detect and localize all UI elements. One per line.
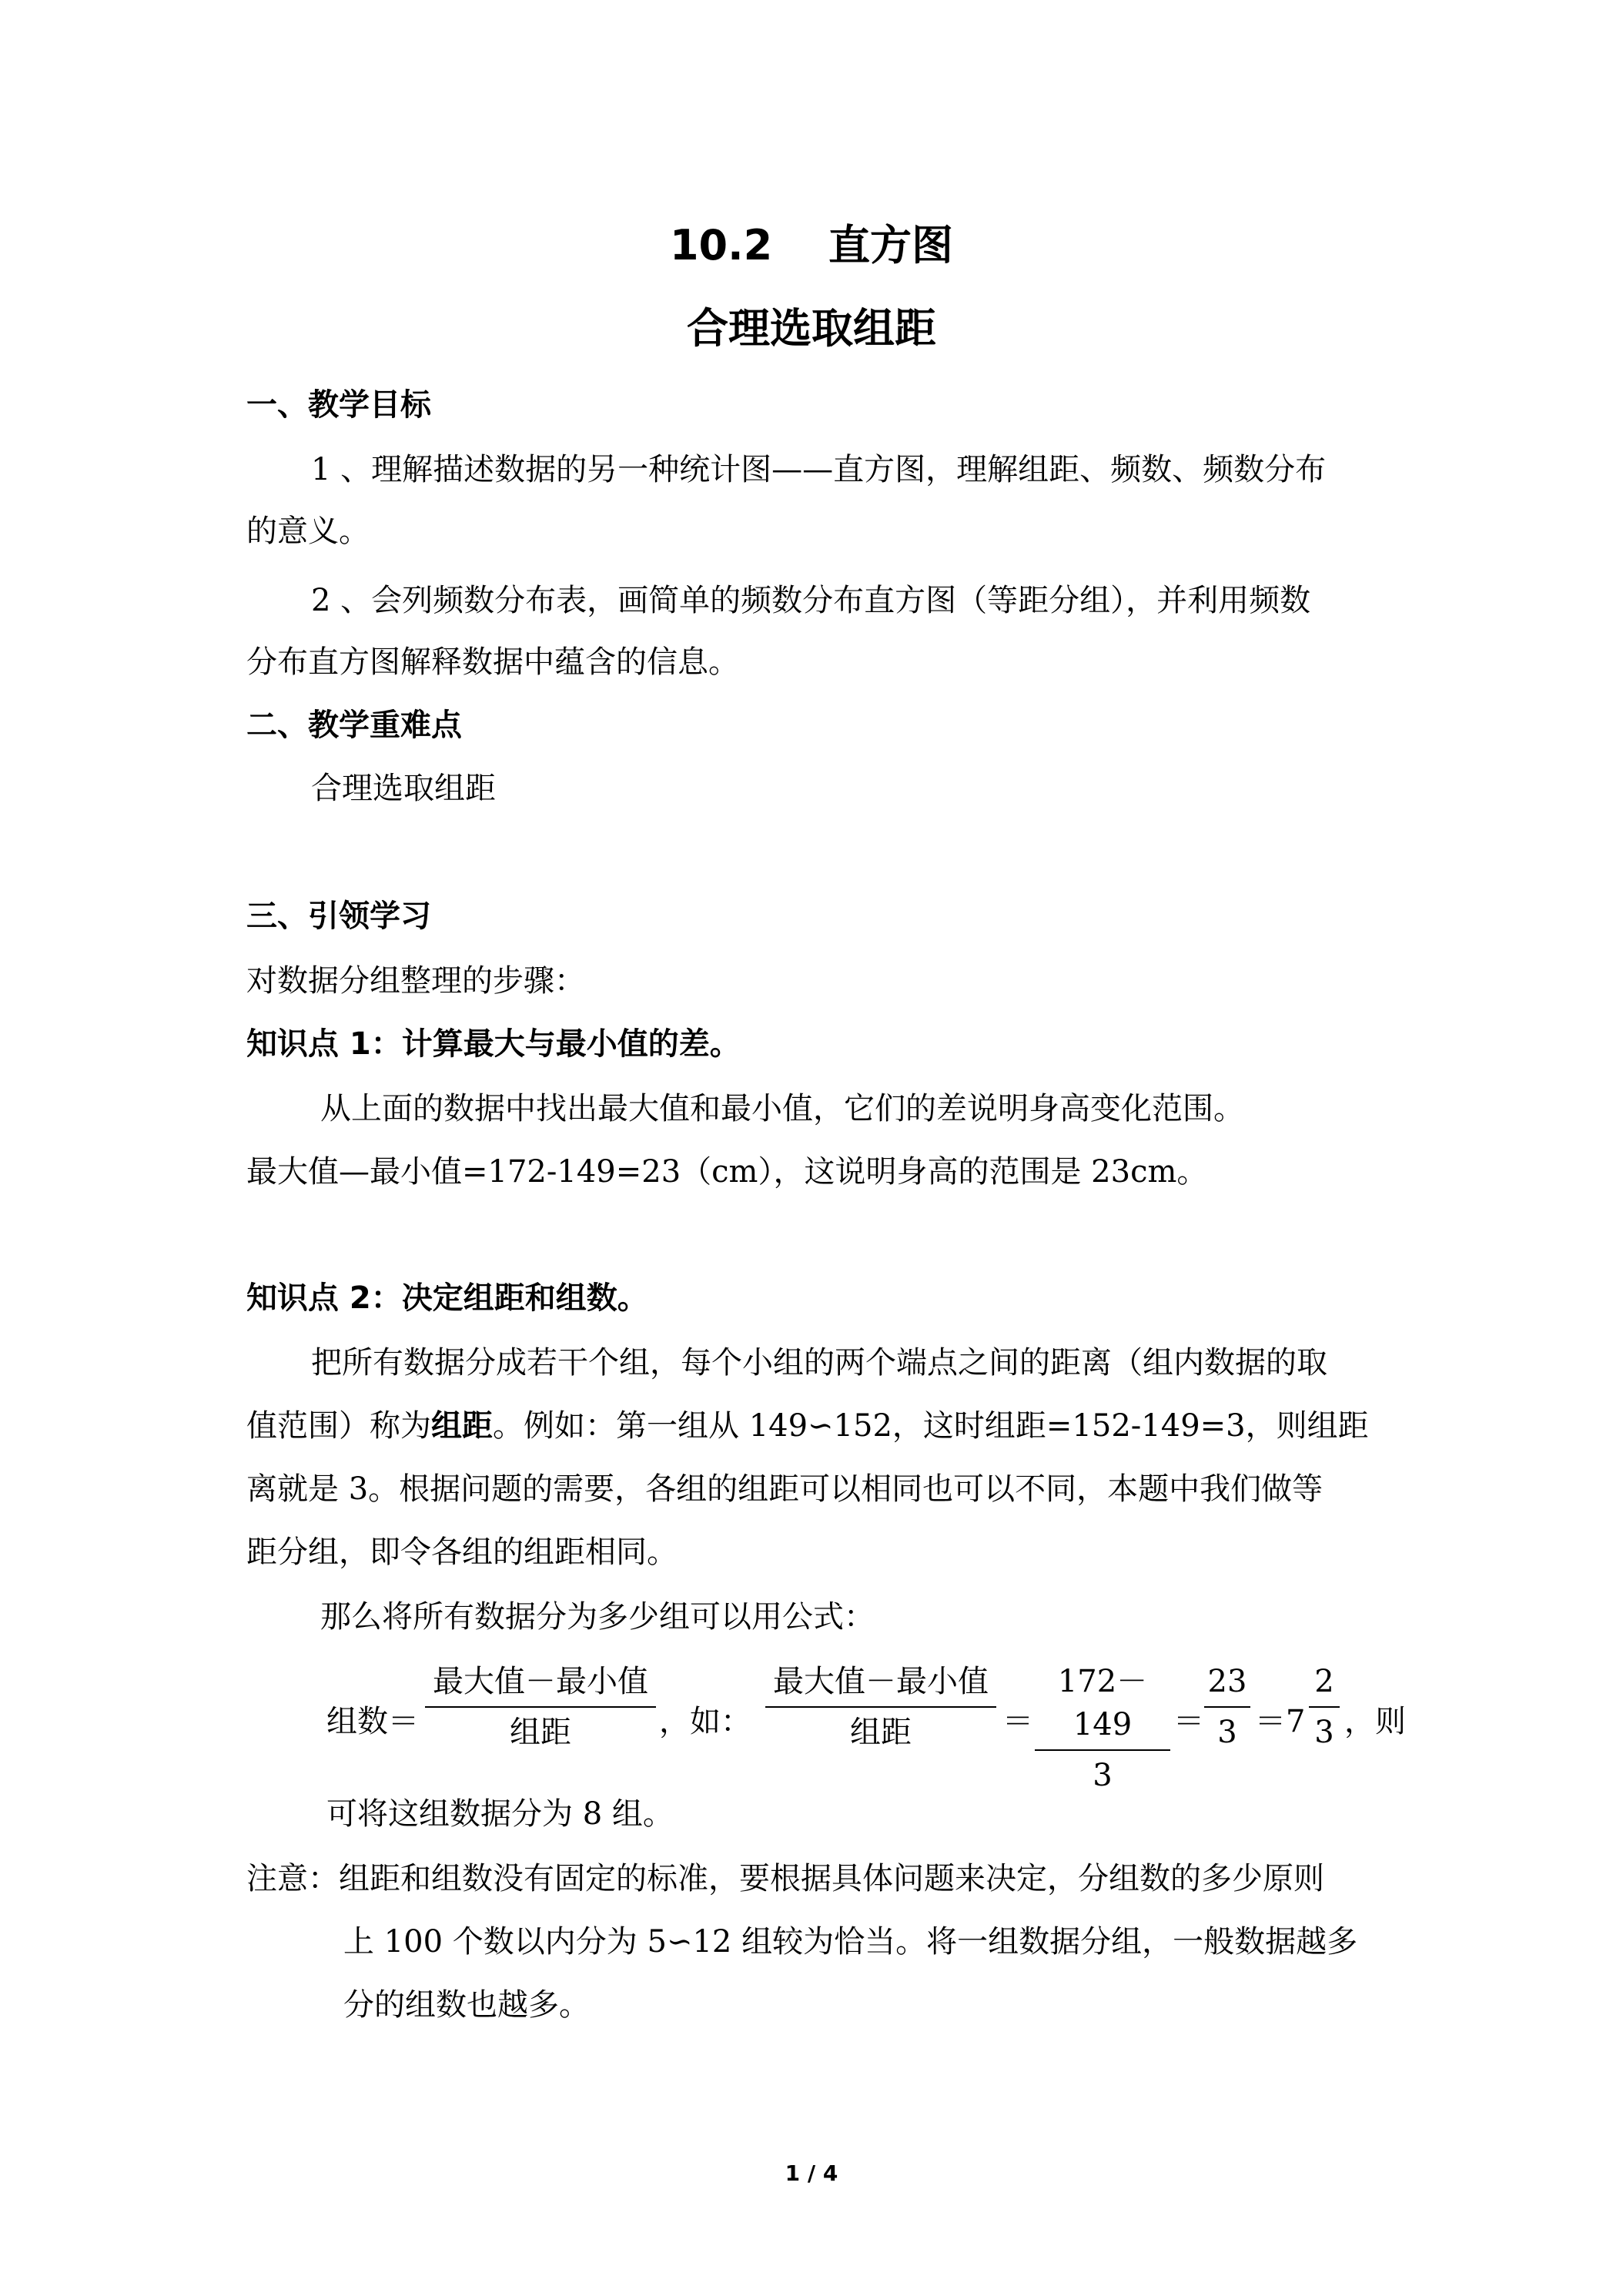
- goal-2-line-2: 分布直方图解释数据中蕴含的信息。: [246, 644, 739, 680]
- knowledge-point-2-line-5: 那么将所有数据分为多少组可以用公式：: [320, 1599, 875, 1635]
- fraction-2-over-3: [1309, 1660, 1340, 1754]
- knowledge-point-2-line-6: 可将这组数据分为 8 组。: [326, 1796, 674, 1832]
- section-heading-goals: 一、教学目标: [246, 387, 431, 423]
- fraction-difference-over-3: [1035, 1660, 1170, 1797]
- fraction-range-over-width: [425, 1660, 656, 1754]
- formula-lhs: 组数＝: [326, 1704, 419, 1739]
- note-line-3: 分的组数也越多。: [343, 1987, 590, 2023]
- equals-sign: ＝: [1002, 1704, 1033, 1739]
- section-heading-learning: 三、引领学习: [246, 899, 431, 934]
- knowledge-point-2-line-4: 距分组，即令各组的组距相同。: [246, 1535, 678, 1570]
- knowledge-point-2-line-1: 把所有数据分成若干个组，每个小组的两个端点之间的距离（组内数据的取: [311, 1345, 1327, 1381]
- fraction-bar: [1309, 1706, 1340, 1708]
- note-line-1: 注意：组距和组数没有固定的标准，要根据具体问题来决定，分组数的多少原则: [246, 1861, 1324, 1896]
- fraction-bar: [765, 1706, 996, 1708]
- fraction-23-over-3: [1204, 1660, 1250, 1754]
- formula-tail: ，则: [1344, 1704, 1406, 1739]
- fraction-bar: [1035, 1749, 1170, 1751]
- fraction-numerator: 最大值－最小值: [433, 1664, 648, 1699]
- fraction-numerator: 最大值－最小值: [773, 1664, 989, 1699]
- goal-1-line-2: 的意义。: [246, 514, 370, 549]
- knowledge-point-1-line-2: 最大值—最小值=172-149=23（cm），这说明身高的范围是 23cm。: [246, 1154, 1208, 1190]
- keypoint-text: 合理选取组距: [311, 771, 496, 806]
- goal-2-line-1: 2 、会列频数分布表，画简单的频数分布直方图（等距分组），并利用频数: [311, 583, 1311, 618]
- knowledge-point-1-line-1: 从上面的数据中找出最大值和最小值，它们的差说明身高变化范围。: [320, 1091, 1244, 1126]
- text-run: 值范围）称为: [246, 1408, 431, 1444]
- page-number: 1 / 4: [785, 2160, 838, 2186]
- fraction-numerator: 172－149: [1057, 1664, 1148, 1742]
- knowledge-point-2-line-2: [246, 1401, 1369, 1445]
- fraction-numerator: 23: [1207, 1664, 1247, 1699]
- term-group-width: 组距: [431, 1408, 493, 1444]
- fraction-bar: [425, 1706, 656, 1708]
- fraction-denominator: 组距: [850, 1715, 912, 1750]
- text-run: 。例如：第一组从 149∽152，这时组距=152-149=3，则组距: [493, 1408, 1369, 1444]
- knowledge-point-2-heading: 知识点 2：决定组距和组数。: [246, 1280, 648, 1316]
- goal-1-line-1: 1 、理解描述数据的另一种统计图——直方图，理解组距、频数、频数分布: [311, 452, 1327, 487]
- section-heading-keypoints: 二、教学重难点: [246, 708, 462, 743]
- fraction-denominator: 3: [1093, 1758, 1113, 1793]
- fraction-bar: [1204, 1706, 1250, 1708]
- fraction-numerator: 2: [1314, 1664, 1334, 1699]
- fraction-range-over-width-example: [765, 1660, 996, 1754]
- note-line-2: 上 100 个数以内分为 5∽12 组较为恰当。将一组数据分组，一般数据越多: [343, 1924, 1358, 1960]
- fraction-denominator: 3: [1217, 1715, 1237, 1750]
- fraction-denominator: 3: [1314, 1715, 1334, 1750]
- page-subtitle: 合理选取组距: [687, 304, 936, 353]
- formula-separator: ，如：: [659, 1704, 751, 1739]
- page-title: 10.2 直方图: [669, 221, 954, 269]
- fraction-denominator: 组距: [510, 1715, 571, 1750]
- mixed-number-whole: ＝7: [1255, 1704, 1306, 1739]
- learning-intro: 对数据分组整理的步骤：: [246, 963, 585, 999]
- knowledge-point-1-heading: 知识点 1：计算最大与最小值的差。: [246, 1026, 741, 1062]
- knowledge-point-2-line-3: 离就是 3。根据问题的需要，各组的组距可以相同也可以不同，本题中我们做等: [246, 1471, 1323, 1507]
- equals-sign: ＝: [1173, 1704, 1204, 1739]
